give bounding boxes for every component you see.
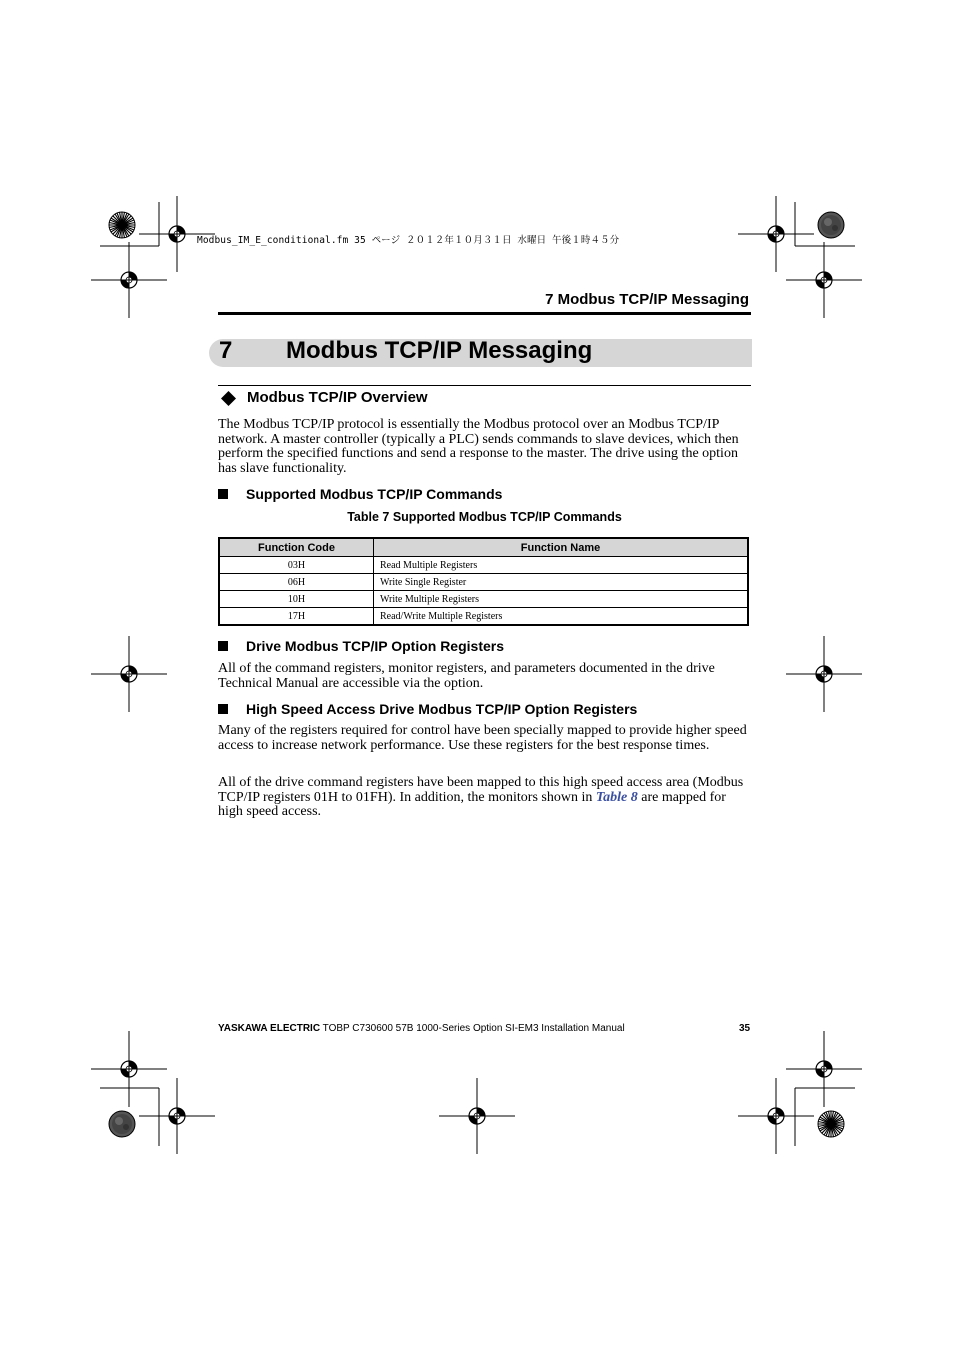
square-bullet-icon <box>218 489 228 499</box>
subsection-high-speed-registers <box>218 701 637 717</box>
column-header: Function Code <box>219 538 374 557</box>
section-rule <box>218 385 751 386</box>
column-header: Function Name <box>374 538 749 557</box>
footer <box>218 1023 625 1034</box>
square-bullet-icon <box>218 641 228 651</box>
drive-registers-paragraph: All of the command registers, monitor registers, and parameters documented in the drive Technical Manual are accessible via the option. <box>218 661 715 691</box>
header-rule <box>218 312 751 315</box>
table-row <box>219 574 748 591</box>
subsection-title: High Speed Access Drive Modbus TCP/IP Option Registers <box>246 701 638 717</box>
page-number: 35 <box>739 1023 751 1034</box>
function-code-cell: 03H <box>219 557 374 574</box>
diamond-bullet-icon <box>221 391 236 406</box>
paragraph-text: are mapped for high speed access. <box>218 789 726 820</box>
subsection-drive-registers <box>218 638 504 654</box>
function-code-cell: 06H <box>219 574 374 591</box>
function-code-cell: 17H <box>219 608 374 626</box>
function-name-cell: Write Multiple Registers <box>374 591 749 608</box>
function-name-cell: Read Multiple Registers <box>374 557 749 574</box>
section-title: Modbus TCP/IP Overview <box>247 389 428 406</box>
function-code-table <box>218 537 749 626</box>
table-8-link[interactable]: Table 8 <box>595 789 638 805</box>
high-speed-paragraph-2 <box>218 776 751 820</box>
function-name-cell: Read/Write Multiple Registers <box>374 608 749 626</box>
paragraph-text: All of the drive command registers have been mapped to this high speed access area (Modbus TCP/IP registers 01H to 01FH). In addition, the monitors shown in <box>218 775 744 805</box>
function-code-cell: 10H <box>219 591 374 608</box>
function-name-cell: Write Single Register <box>374 574 749 591</box>
table-row <box>219 591 748 608</box>
subsection-supported-commands <box>218 486 502 502</box>
subsection-title: Drive Modbus TCP/IP Option Registers <box>246 638 505 654</box>
print-slug: Modbus_IM_E_conditional.fm 35 ページ ２０１２年１０月３１日 水曜日 午後１時４５分 <box>197 235 620 246</box>
footer-text: TOBP C730600 57B 1000-Series Option SI-EM3 Installation Manual <box>320 1023 625 1034</box>
square-bullet-icon <box>218 704 228 714</box>
running-header: 7 Modbus TCP/IP Messaging <box>545 291 749 308</box>
chapter-title: Modbus TCP/IP Messaging <box>286 337 593 364</box>
high-speed-paragraph-1: Many of the registers required for control have been specially mapped to provide higher speed access to increase network performance. Use these registers for the best response times. <box>218 723 747 753</box>
table-row <box>219 608 748 626</box>
overview-paragraph: The Modbus TCP/IP protocol is essentially the Modbus protocol over an Modbus TCP/IP network. A master controller (typically a PLC) sends commands to slave devices, which then perform the specified functions and send a response to the master. The drive using the option has slave functionality. <box>218 417 739 476</box>
subsection-title: Supported Modbus TCP/IP Commands <box>246 486 503 502</box>
table-caption: Table 7 Supported Modbus TCP/IP Commands <box>347 510 622 524</box>
footer-brand: YASKAWA ELECTRIC <box>218 1023 321 1034</box>
chapter-number: 7 <box>219 337 233 364</box>
table-row <box>219 557 748 574</box>
